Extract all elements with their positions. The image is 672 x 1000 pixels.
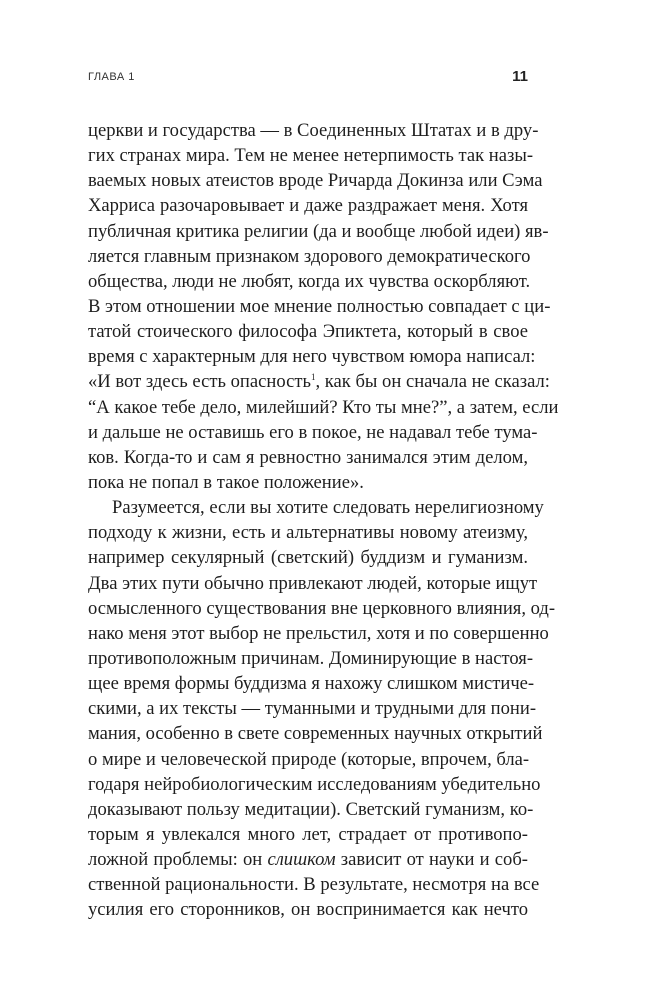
- body-text: [88, 118, 559, 923]
- quote-text: , как бы он сначала не сказал:: [315, 371, 550, 393]
- text-line: татой стоического философа Эпиктета, который в свое: [88, 321, 528, 343]
- text-line: ственной рациональности. В результате, несмотря на все: [88, 874, 540, 896]
- text-line: осмысленного существования вне церковного влияния, од-: [88, 597, 556, 619]
- text-line: подходу к жизни, есть и альтернативы новому атеизму,: [88, 522, 528, 544]
- text-line: пока не попал в такое положение».: [88, 471, 364, 493]
- text-line: например секулярный (светский) буддизм и гуманизм.: [88, 547, 528, 569]
- text-line: Харриса разочаровывает и даже раздражает меня. Хотя: [88, 195, 528, 217]
- text-line: общества, люди не любят, когда их чувства оскорбляют.: [88, 270, 531, 292]
- text-line: годаря нейробиологическим исследованиям убедительно: [88, 773, 541, 795]
- chapter-label: ГЛАВА 1: [88, 71, 135, 83]
- footnote-marker[interactable]: 1: [310, 372, 316, 383]
- text-line: В этом отношении мое мнение полностью совпадает с ци-: [88, 295, 551, 317]
- text-line: мания, особенно в свете современных научных открытий: [88, 723, 543, 745]
- text-line: [88, 369, 550, 394]
- text-line: скими, а их тексты — туманными и трудными для пони-: [88, 698, 537, 720]
- emphasis-text: слишком: [267, 849, 336, 871]
- text-line: усилия его сторонников, он воспринимается как нечто: [88, 899, 528, 921]
- text-line: церкви и государства — в Соединенных Штатах и в дру-: [88, 120, 539, 141]
- quote-text: «И вот здесь есть опасность: [88, 371, 311, 393]
- text-line: Разумеется, если вы хотите следовать нерелигиозному: [112, 497, 544, 519]
- paragraph: [88, 118, 559, 495]
- text-line: время с характерным для него чувством юмора написал:: [88, 346, 536, 368]
- text-line: щее время формы буддизма я нахожу слишком мистиче-: [88, 673, 535, 695]
- text-line: о мире и человеческой природе (которые, впрочем, бла-: [88, 748, 530, 770]
- text-line: и дальше не оставишь его в покое, не надавал тебе тума-: [88, 421, 538, 443]
- paragraph: [88, 495, 556, 922]
- text-line: нако меня этот выбор не прельстил, хотя и по совершенно: [88, 622, 549, 644]
- text-segment: ложной проблемы: он: [88, 849, 268, 871]
- text-line: “А какое тебе дело, милейший? Кто ты мне?”, а затем, если: [88, 396, 559, 418]
- text-line: гих странах мира. Тем не менее нетерпимость так назы-: [88, 145, 534, 167]
- running-header: [88, 68, 528, 86]
- text-line: ляется главным признаком здорового демократического: [88, 245, 531, 267]
- text-line: [88, 847, 528, 872]
- text-line: ков. Когда-то и сам я ревностно занимался этим делом,: [88, 446, 528, 468]
- text-line: Два этих пути обычно привлекают людей, которые ищут: [88, 572, 538, 594]
- text-line: противоположным причинам. Доминирующие в настоя-: [88, 647, 534, 669]
- text-segment: зависит от науки и соб-: [335, 849, 528, 871]
- text-line: публичная критика религии (да и вообще любой идеи) яв-: [88, 220, 549, 242]
- text-line: торым я увлекался много лет, страдает от противопо-: [88, 823, 528, 845]
- text-line: доказывают пользу медитации). Светский гуманизм, ко-: [88, 798, 534, 820]
- page-number: 11: [512, 68, 528, 85]
- text-line: ваемых новых атеистов вроде Ричарда Докинза или Сэма: [88, 170, 543, 192]
